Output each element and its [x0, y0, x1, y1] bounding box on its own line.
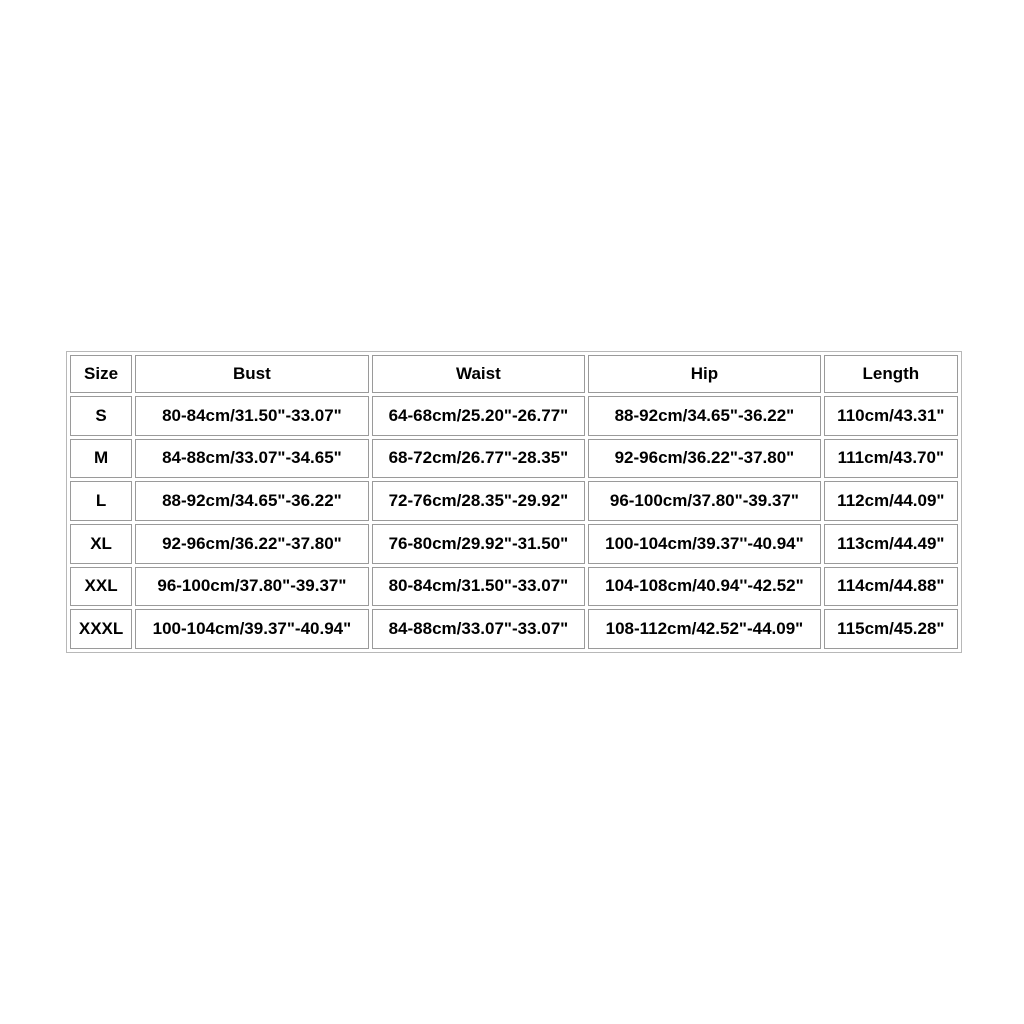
- waist-cell: 84-88cm/33.07"-33.07": [372, 609, 585, 649]
- size-cell: XXXL: [70, 609, 132, 649]
- size-cell: XL: [70, 524, 132, 564]
- header-bust: Bust: [135, 355, 369, 393]
- size-chart-table: [66, 351, 962, 653]
- waist-cell: 68-72cm/26.77"-28.35": [372, 439, 585, 479]
- size-cell: L: [70, 481, 132, 521]
- hip-cell: 96-100cm/37.80"-39.37": [588, 481, 821, 521]
- table-row: [70, 481, 958, 521]
- length-cell: 115cm/45.28": [824, 609, 958, 649]
- bust-cell: 88-92cm/34.65"-36.22": [135, 481, 369, 521]
- table-row: [70, 439, 958, 479]
- table-row: [70, 396, 958, 436]
- bust-cell: 96-100cm/37.80"-39.37": [135, 567, 369, 607]
- hip-cell: 104-108cm/40.94''-42.52": [588, 567, 821, 607]
- hip-cell: 108-112cm/42.52"-44.09": [588, 609, 821, 649]
- header-length: Length: [824, 355, 958, 393]
- header-row: [70, 355, 958, 393]
- header-hip: Hip: [588, 355, 821, 393]
- waist-cell: 64-68cm/25.20"-26.77": [372, 396, 585, 436]
- hip-cell: 88-92cm/34.65"-36.22": [588, 396, 821, 436]
- size-cell: S: [70, 396, 132, 436]
- length-cell: 113cm/44.49": [824, 524, 958, 564]
- size-cell: M: [70, 439, 132, 479]
- header-waist: Waist: [372, 355, 585, 393]
- length-cell: 111cm/43.70": [824, 439, 958, 479]
- length-cell: 110cm/43.31": [824, 396, 958, 436]
- length-cell: 114cm/44.88": [824, 567, 958, 607]
- table-row: [70, 524, 958, 564]
- hip-cell: 100-104cm/39.37''-40.94": [588, 524, 821, 564]
- bust-cell: 84-88cm/33.07"-34.65": [135, 439, 369, 479]
- bust-cell: 92-96cm/36.22"-37.80": [135, 524, 369, 564]
- table-row: [70, 609, 958, 649]
- waist-cell: 80-84cm/31.50"-33.07": [372, 567, 585, 607]
- bust-cell: 80-84cm/31.50"-33.07": [135, 396, 369, 436]
- length-cell: 112cm/44.09": [824, 481, 958, 521]
- header-size: Size: [70, 355, 132, 393]
- waist-cell: 72-76cm/28.35"-29.92": [372, 481, 585, 521]
- bust-cell: 100-104cm/39.37"-40.94": [135, 609, 369, 649]
- size-cell: XXL: [70, 567, 132, 607]
- waist-cell: 76-80cm/29.92"-31.50": [372, 524, 585, 564]
- hip-cell: 92-96cm/36.22"-37.80": [588, 439, 821, 479]
- table-row: [70, 567, 958, 607]
